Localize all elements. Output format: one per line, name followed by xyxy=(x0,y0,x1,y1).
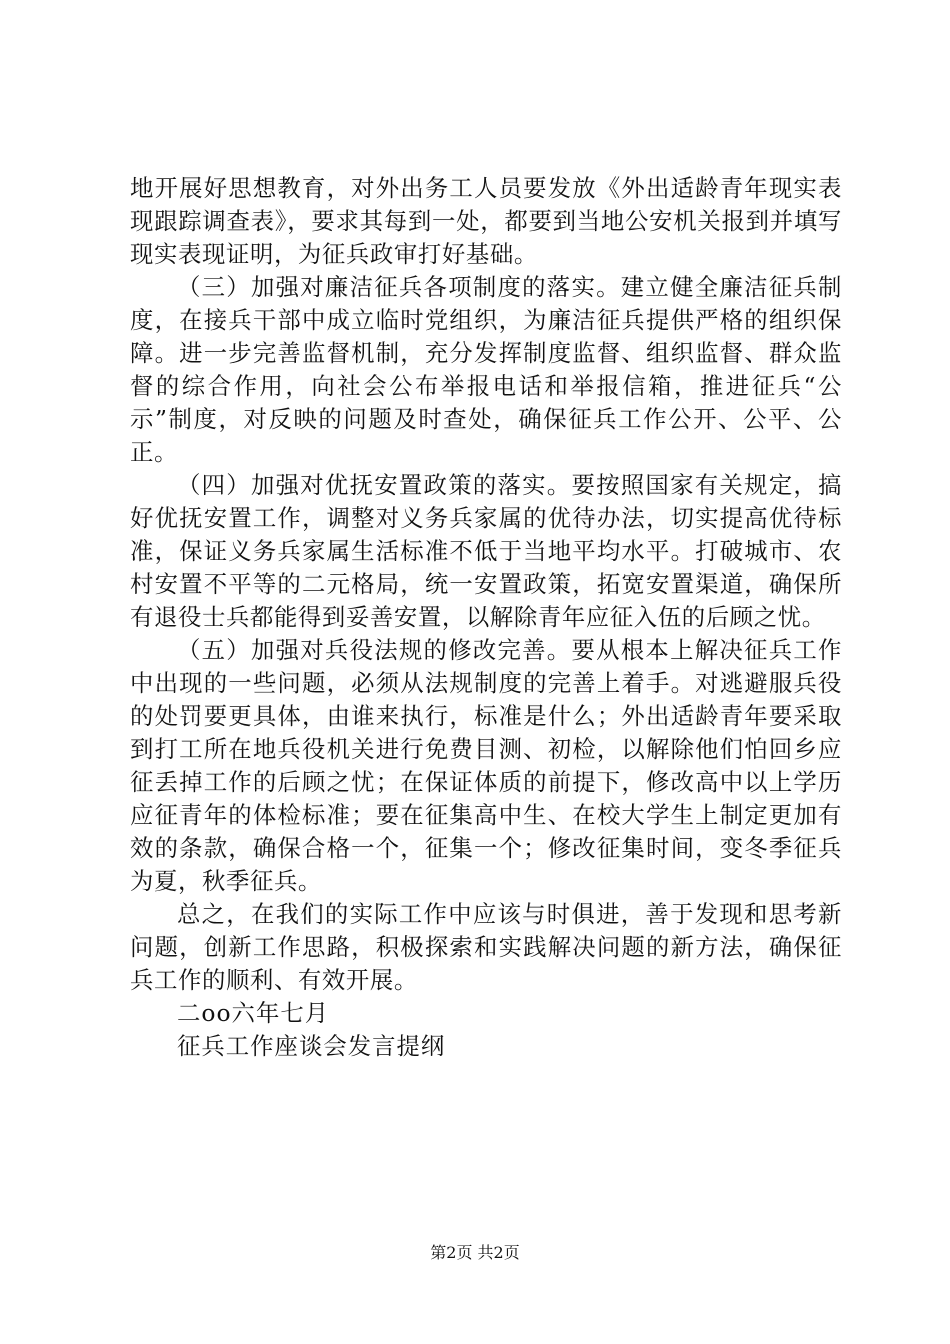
paragraph-conclusion: 总之，在我们的实际工作中应该与时俱进，善于发现和思考新问题，创新工作思路，积极探索和实践解决问题的新方法，确保征兵工作的顺利、有效开展。 xyxy=(130,900,842,994)
page-number: 第2页 共2页 xyxy=(430,1243,520,1262)
paragraph-section-five: （五）加强对兵役法规的修改完善。要从根本上解决征兵工作中出现的一些问题，必须从法规制度的完善上着手。对逃避服兵役的处罚要更具体，由谁来执行，标准是什么；外出适龄青年要采取到打工所在地兵役机关进行免费目测、初检，以解除他们怕回乡应征丢掉工作的后顾之忧；在保证体质的前提下，修改高中以上学历应征青年的体检标准；要在征集高中生、在校大学生上制定更加有效的条款，确保合格一个，征集一个；修改征集时间，变冬季征兵为夏，秋季征兵。 xyxy=(130,636,842,895)
document-body xyxy=(130,172,842,1063)
paragraph-section-three: （三）加强对廉洁征兵各项制度的落实。建立健全廉洁征兵制度，在接兵干部中成立临时党组织，为廉洁征兵提供严格的组织保障。进一步完善监督机制，充分发挥制度监督、组织监督、群众监督的综合作用，向社会公布举报电话和举报信箱，推进征兵“公示”制度，对反映的问题及时查处，确保征兵工作公开、公平、公正。 xyxy=(130,273,842,466)
document-date: 二oo六年七月 xyxy=(177,999,330,1027)
paragraph-section-four: （四）加强对优抚安置政策的落实。要按照国家有关规定，搞好优抚安置工作，调整对义务兵家属的优待办法，切实提高优待标准，保证义务兵家属生活标准不低于当地平均水平。打破城市、农村安置不平等的二元格局，统一安置政策，拓宽安置渠道，确保所有退役士兵都能得到妥善安置，以解除青年应征入伍的后顾之忧。 xyxy=(130,471,842,631)
closing-title: 征兵工作座谈会发言提纲 xyxy=(177,1032,446,1060)
paragraph-continuation: 地开展好思想教育，对外出务工人员要发放《外出适龄青年现实表现跟踪调查表》，要求其每到一处，都要到当地公安机关报到并填写现实表现证明，为征兵政审打好基础。 xyxy=(130,174,842,268)
